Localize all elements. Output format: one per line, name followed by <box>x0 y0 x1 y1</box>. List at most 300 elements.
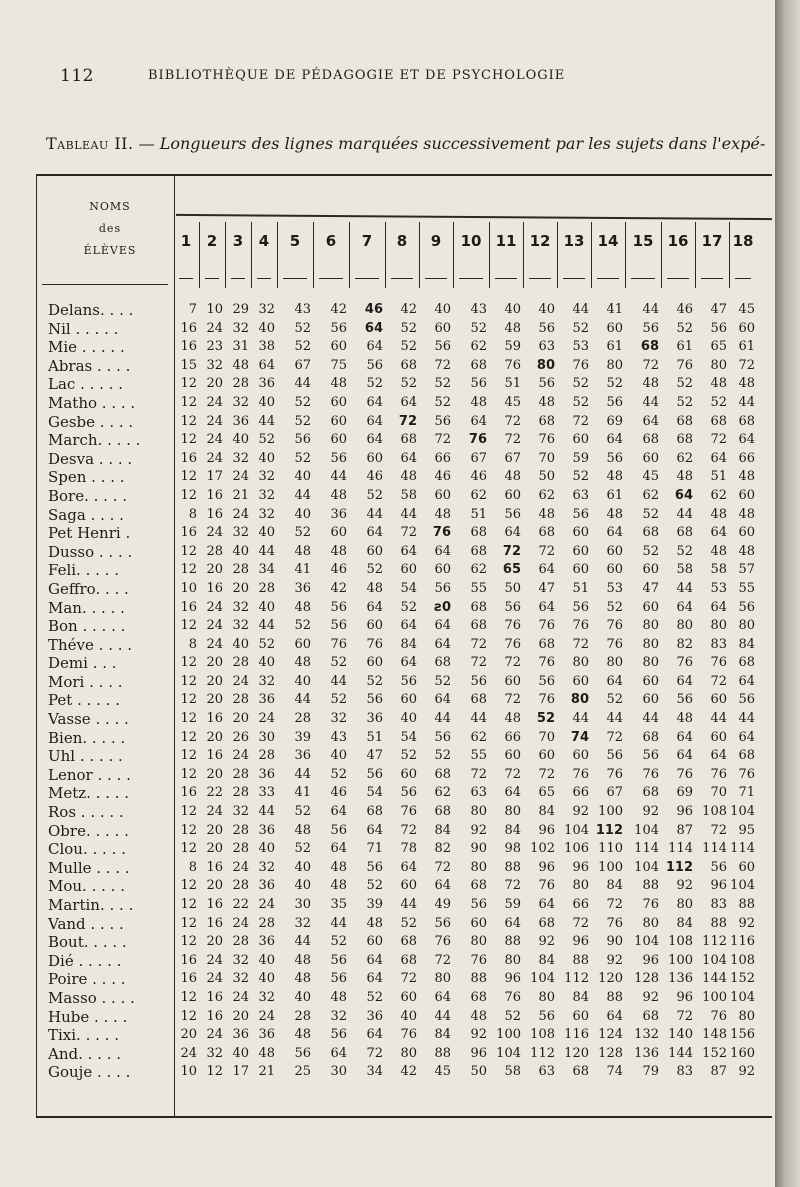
table-caption <box>46 134 771 153</box>
cell-value: 72 <box>504 413 521 429</box>
cell-value: 60 <box>572 748 589 764</box>
cell-value: 46 <box>434 469 451 485</box>
cell-value: 112 <box>665 859 693 875</box>
cell-value: 80 <box>400 1045 417 1061</box>
cell-value: 96 <box>572 859 589 875</box>
cell-value: 24 <box>206 394 223 410</box>
column-divider-5 <box>277 222 278 288</box>
cell-value: 28 <box>232 822 249 838</box>
cell-value: 20 <box>232 711 249 727</box>
cell-value: 44 <box>606 711 623 727</box>
cell-value: 44 <box>330 915 347 931</box>
cell-value: 65 <box>538 785 555 801</box>
cell-value: 20 <box>206 376 223 392</box>
cell-value: 62 <box>710 487 727 503</box>
cell-value: 68 <box>738 655 755 671</box>
page-header <box>60 66 760 90</box>
cell-value: 67 <box>294 357 311 373</box>
cell-value: 64 <box>504 915 521 931</box>
cell-value: 36 <box>330 506 347 522</box>
cell-value: 84 <box>572 989 589 1005</box>
cell-value: 48 <box>294 1027 311 1043</box>
cell-value: 80 <box>504 952 521 968</box>
cell-value: 83 <box>710 636 727 652</box>
column-header-13: 13 <box>563 232 585 250</box>
cell-value: 84 <box>434 1027 451 1043</box>
cell-value: 64 <box>366 339 383 355</box>
cell-value: 64 <box>538 562 555 578</box>
cell-value: 12 <box>180 692 197 708</box>
cell-value: 52 <box>366 376 383 392</box>
cell-value: 12 <box>180 562 197 578</box>
cell-value: 62 <box>676 450 693 466</box>
cell-value: 68 <box>366 804 383 820</box>
cell-value: 32 <box>258 859 275 875</box>
cell-value: 48 <box>366 915 383 931</box>
student-name: Lenor . . . . <box>48 765 131 784</box>
cell-value: 83 <box>710 897 727 912</box>
column-dash-12 <box>529 278 551 279</box>
cell-value: 24 <box>232 989 249 1005</box>
cell-value: 56 <box>330 971 347 987</box>
table-row <box>48 617 757 636</box>
cell-value: 12 <box>180 618 197 634</box>
cell-value: 72 <box>710 822 727 838</box>
cell-value: 24 <box>232 915 249 931</box>
cell-value: 52 <box>676 376 693 392</box>
table-row <box>48 859 757 878</box>
cell-value: 87 <box>710 1064 727 1080</box>
cell-value: 52 <box>366 562 383 578</box>
cell-value: 51 <box>572 580 589 596</box>
cell-value: 32 <box>258 487 275 503</box>
cell-value: 52 <box>606 376 623 392</box>
cell-value: 16 <box>180 599 197 615</box>
cell-value: 104 <box>634 859 659 875</box>
cell-value: 68 <box>738 748 755 764</box>
cell-value: 52 <box>434 673 451 689</box>
cell-value: 76 <box>676 655 693 671</box>
cell-value: 66 <box>504 729 521 745</box>
student-name: Bout. . . . . <box>48 933 127 952</box>
cell-value: 68 <box>400 432 417 448</box>
student-name: March. . . . . <box>48 431 141 450</box>
cell-value: 56 <box>606 450 623 466</box>
cell-value: 72 <box>400 525 417 541</box>
cell-value: 48 <box>606 469 623 485</box>
cell-value: 72 <box>504 655 521 671</box>
cell-value: 48 <box>676 711 693 727</box>
cell-value: 72 <box>502 543 521 559</box>
cell-value: 59 <box>572 450 589 466</box>
cell-value: 65 <box>502 562 521 578</box>
table-row <box>48 729 757 748</box>
cell-value: 44 <box>294 487 311 503</box>
cell-value: 52 <box>330 655 347 671</box>
cell-value: 64 <box>330 804 347 820</box>
cell-value: 76 <box>642 766 659 782</box>
cell-value: 44 <box>676 506 693 522</box>
cell-value: 57 <box>738 562 755 578</box>
cell-value: 64 <box>538 599 555 615</box>
cell-value: 58 <box>504 1064 521 1080</box>
column-header-18: 18 <box>732 232 754 250</box>
cell-value: 76 <box>572 766 589 782</box>
cell-value: 28 <box>232 376 249 392</box>
column-dash-1 <box>179 278 193 279</box>
cell-value: 72 <box>504 878 521 894</box>
cell-value: 12 <box>206 1064 223 1080</box>
cell-value: 52 <box>366 878 383 894</box>
column-dash-11 <box>495 278 517 279</box>
cell-value: 56 <box>676 692 693 708</box>
cell-value: 59 <box>504 339 521 355</box>
table-row <box>48 1045 757 1064</box>
student-name: Uhl . . . . . <box>48 747 123 766</box>
cell-value: 64 <box>258 357 275 373</box>
cell-value: 60 <box>400 766 417 782</box>
cell-value: 47 <box>710 302 727 317</box>
cell-value: 100 <box>702 989 727 1005</box>
cell-value: 60 <box>400 692 417 708</box>
cell-value: 76 <box>710 655 727 671</box>
cell-value: 84 <box>738 636 755 652</box>
cell-value: 64 <box>400 655 417 671</box>
cell-value: 12 <box>180 748 197 764</box>
cell-value: 72 <box>572 636 589 652</box>
cell-value: 96 <box>710 878 727 894</box>
column-divider-9 <box>419 222 420 288</box>
cell-value: 60 <box>400 562 417 578</box>
cell-value: 56 <box>330 599 347 615</box>
cell-value: 24 <box>206 525 223 541</box>
student-name: Pet Henri . <box>48 524 131 543</box>
cell-value: 69 <box>606 413 623 429</box>
cell-value: 56 <box>366 859 383 875</box>
cell-value: 46 <box>364 302 383 317</box>
cell-value: 40 <box>538 302 555 317</box>
cell-value: 44 <box>294 376 311 392</box>
cell-value: 60 <box>366 450 383 466</box>
cell-value: 52 <box>400 320 417 336</box>
cell-value: 60 <box>434 487 451 503</box>
cell-value: 46 <box>330 562 347 578</box>
cell-value: 84 <box>538 952 555 968</box>
cell-value: 32 <box>206 1045 223 1061</box>
table-row <box>48 487 757 506</box>
cell-value: 152 <box>730 971 755 987</box>
student-name: Desva . . . . <box>48 449 133 468</box>
cell-value: 52 <box>400 339 417 355</box>
column-dash-16 <box>667 278 689 279</box>
cell-value: 68 <box>640 339 659 355</box>
running-title: BIBLIOTHÈQUE DE PÉDAGOGIE ET DE PSYCHOLOGIE <box>148 68 566 83</box>
cell-value: 72 <box>710 673 727 689</box>
column-header-16: 16 <box>667 232 689 250</box>
cell-value: 12 <box>180 897 197 912</box>
column-dash-17 <box>701 278 723 279</box>
cell-value: 144 <box>668 1045 693 1061</box>
cell-value: 120 <box>598 971 623 987</box>
cell-value: 88 <box>606 989 623 1005</box>
student-name: Mori . . . . <box>48 672 123 691</box>
cell-value: 35 <box>330 897 347 912</box>
cell-value: 64 <box>366 952 383 968</box>
cell-value: 41 <box>294 562 311 578</box>
cell-value: 140 <box>668 1027 693 1043</box>
cell-value: 64 <box>330 1045 347 1061</box>
table-row <box>48 338 757 357</box>
cell-value: 64 <box>364 320 383 336</box>
table-row <box>48 301 757 320</box>
cell-value: 48 <box>676 469 693 485</box>
cell-value: 21 <box>232 487 249 503</box>
cell-value: 28 <box>294 1008 311 1024</box>
column-dash-15 <box>631 278 655 279</box>
cell-value: 44 <box>642 394 659 410</box>
student-name: Nil . . . . . <box>48 319 119 338</box>
cell-value: 56 <box>294 432 311 448</box>
cell-value: 52 <box>434 748 451 764</box>
cell-value: 44 <box>258 804 275 820</box>
table-row <box>48 561 757 580</box>
cell-value: 64 <box>676 673 693 689</box>
cell-value: 64 <box>366 822 383 838</box>
cell-value: 44 <box>738 711 755 727</box>
cell-value: 76 <box>710 1008 727 1024</box>
cell-value: 72 <box>400 971 417 987</box>
cell-value: 76 <box>366 636 383 652</box>
column-header-3: 3 <box>232 232 244 250</box>
cell-value: 28 <box>258 580 275 596</box>
cell-value: 60 <box>538 748 555 764</box>
cell-value: 56 <box>504 599 521 615</box>
cell-value: 28 <box>294 711 311 727</box>
cell-value: 64 <box>642 413 659 429</box>
cell-value: 30 <box>330 1064 347 1080</box>
cell-value: 64 <box>434 618 451 634</box>
column-dash-9 <box>425 278 447 279</box>
cell-value: 76 <box>738 766 755 782</box>
cell-value: 48 <box>538 506 555 522</box>
cell-value: 72 <box>470 636 487 652</box>
cell-value: 20 <box>232 1008 249 1024</box>
cell-value: 20 <box>206 822 223 838</box>
table-row <box>48 413 757 432</box>
cell-value: 28 <box>232 878 249 894</box>
cell-value: 40 <box>258 599 275 615</box>
cell-value: 12 <box>180 413 197 429</box>
cell-value: 64 <box>710 748 727 764</box>
cell-value: 45 <box>738 302 755 317</box>
column-divider-8 <box>385 222 386 288</box>
cell-value: 52 <box>366 989 383 1005</box>
cell-value: 51 <box>470 506 487 522</box>
cell-value: 52 <box>572 376 589 392</box>
cell-value: 80 <box>572 878 589 894</box>
cell-value: 63 <box>470 785 487 801</box>
cell-value: 82 <box>676 636 693 652</box>
cell-value: 44 <box>738 394 755 410</box>
cell-value: 88 <box>470 971 487 987</box>
table-row <box>48 747 757 766</box>
cell-value: 48 <box>294 599 311 615</box>
cell-value: 48 <box>294 971 311 987</box>
cell-value: 60 <box>606 562 623 578</box>
column-divider-17 <box>695 222 696 288</box>
cell-value: 76 <box>538 618 555 634</box>
cell-value: 62 <box>470 339 487 355</box>
cell-value: 24 <box>206 599 223 615</box>
cell-value: 60 <box>470 915 487 931</box>
cell-value: 47 <box>366 748 383 764</box>
student-name: Delans. . . . <box>48 301 134 319</box>
column-divider-6 <box>313 222 314 288</box>
cell-value: 34 <box>258 562 275 578</box>
table-row <box>48 989 757 1008</box>
cell-value: 32 <box>232 971 249 987</box>
cell-value: 60 <box>330 525 347 541</box>
table-row <box>48 915 757 934</box>
cell-value: 20 <box>206 841 223 857</box>
cell-value: 40 <box>258 841 275 857</box>
student-name: Metz. . . . . <box>48 784 130 803</box>
cell-value: 17 <box>232 1064 249 1080</box>
cell-value: 39 <box>366 897 383 912</box>
cell-value: 64 <box>538 897 555 912</box>
table-row <box>48 933 757 952</box>
cell-value: 88 <box>710 915 727 931</box>
cell-value: 56 <box>434 915 451 931</box>
cell-value: 44 <box>258 413 275 429</box>
cell-value: 21 <box>258 1064 275 1080</box>
table-row <box>48 673 757 692</box>
table-row <box>48 394 757 413</box>
cell-value: 68 <box>676 525 693 541</box>
column-header-7: 7 <box>361 232 373 250</box>
cell-value: 52 <box>330 934 347 950</box>
cell-value: 36 <box>294 580 311 596</box>
cell-value: 55 <box>738 580 755 596</box>
cell-value: 23 <box>206 339 223 355</box>
column-dash-4 <box>257 278 271 279</box>
cell-value: 72 <box>572 915 589 931</box>
cell-value: 12 <box>180 766 197 782</box>
cell-value: 52 <box>434 376 451 392</box>
cell-value: 56 <box>606 394 623 410</box>
cell-value: 52 <box>294 804 311 820</box>
cell-value: 36 <box>258 878 275 894</box>
cell-value: 52 <box>294 841 311 857</box>
cell-value: 48 <box>504 320 521 336</box>
cell-value: 60 <box>366 655 383 671</box>
table-row <box>48 803 757 822</box>
cell-value: 51 <box>710 469 727 485</box>
cell-value: 36 <box>258 822 275 838</box>
cell-value: 92 <box>642 804 659 820</box>
cell-value: 60 <box>606 543 623 559</box>
cell-value: 25 <box>294 1064 311 1080</box>
cell-value: 36 <box>294 748 311 764</box>
student-name: Saga . . . . <box>48 505 124 524</box>
cell-value: 44 <box>258 618 275 634</box>
cell-value: 62 <box>434 785 451 801</box>
cell-value: 52 <box>504 1008 521 1024</box>
cell-value: 40 <box>258 952 275 968</box>
cell-value: 104 <box>730 804 755 820</box>
cell-value: 88 <box>572 952 589 968</box>
cell-value: 65 <box>710 339 727 355</box>
cell-value: 24 <box>206 1027 223 1043</box>
cell-value: 64 <box>434 989 451 1005</box>
cell-value: 64 <box>504 785 521 801</box>
table-row <box>48 1008 757 1027</box>
table-row <box>48 952 757 971</box>
column-header-2: 2 <box>206 232 218 250</box>
cell-value: 40 <box>294 989 311 1005</box>
name-header-line-1: NOMS <box>89 200 131 213</box>
cell-value: 40 <box>258 971 275 987</box>
column-header-17: 17 <box>701 232 723 250</box>
cell-value: 80 <box>642 618 659 634</box>
cell-value: 44 <box>710 711 727 727</box>
cell-value: 56 <box>400 673 417 689</box>
cell-value: 52 <box>258 636 275 652</box>
cell-value: 12 <box>180 487 197 503</box>
cell-value: 48 <box>330 878 347 894</box>
cell-value: 76 <box>538 655 555 671</box>
cell-value: 61 <box>676 339 693 355</box>
cell-value: 52 <box>400 748 417 764</box>
cell-value: 60 <box>504 487 521 503</box>
cell-value: 52 <box>294 394 311 410</box>
cell-value: 17 <box>206 469 223 485</box>
cell-value: 64 <box>434 543 451 559</box>
cell-value: 48 <box>330 543 347 559</box>
cell-value: 10 <box>180 580 197 596</box>
cell-value: 56 <box>366 692 383 708</box>
cell-value: 64 <box>606 1008 623 1024</box>
cell-value: 68 <box>470 543 487 559</box>
cell-value: 112 <box>564 971 589 987</box>
cell-value: 114 <box>634 841 659 857</box>
student-name: Vasse . . . . <box>48 710 129 729</box>
cell-value: 108 <box>702 804 727 820</box>
cell-value: 68 <box>434 766 451 782</box>
cell-value: 8 <box>188 636 197 652</box>
cell-value: 16 <box>206 506 223 522</box>
cell-value: 16 <box>206 897 223 912</box>
name-column-header <box>60 196 160 262</box>
cell-value: 16 <box>206 915 223 931</box>
cell-value: 92 <box>538 934 555 950</box>
table-label: Tableau II. <box>46 134 134 153</box>
student-name: Mie . . . . . <box>48 338 125 357</box>
cell-value: 71 <box>366 841 383 857</box>
cell-value: 40 <box>400 711 417 727</box>
cell-value: 24 <box>232 859 249 875</box>
column-header-11: 11 <box>495 232 517 250</box>
cell-value: 54 <box>366 785 383 801</box>
cell-value: 76 <box>572 618 589 634</box>
cell-value: 87 <box>676 822 693 838</box>
cell-value: 64 <box>366 413 383 429</box>
cell-value: 51 <box>366 729 383 745</box>
cell-value: 72 <box>642 357 659 373</box>
cell-value: 15 <box>180 357 197 373</box>
cell-value: 53 <box>710 580 727 596</box>
cell-value: 64 <box>366 432 383 448</box>
